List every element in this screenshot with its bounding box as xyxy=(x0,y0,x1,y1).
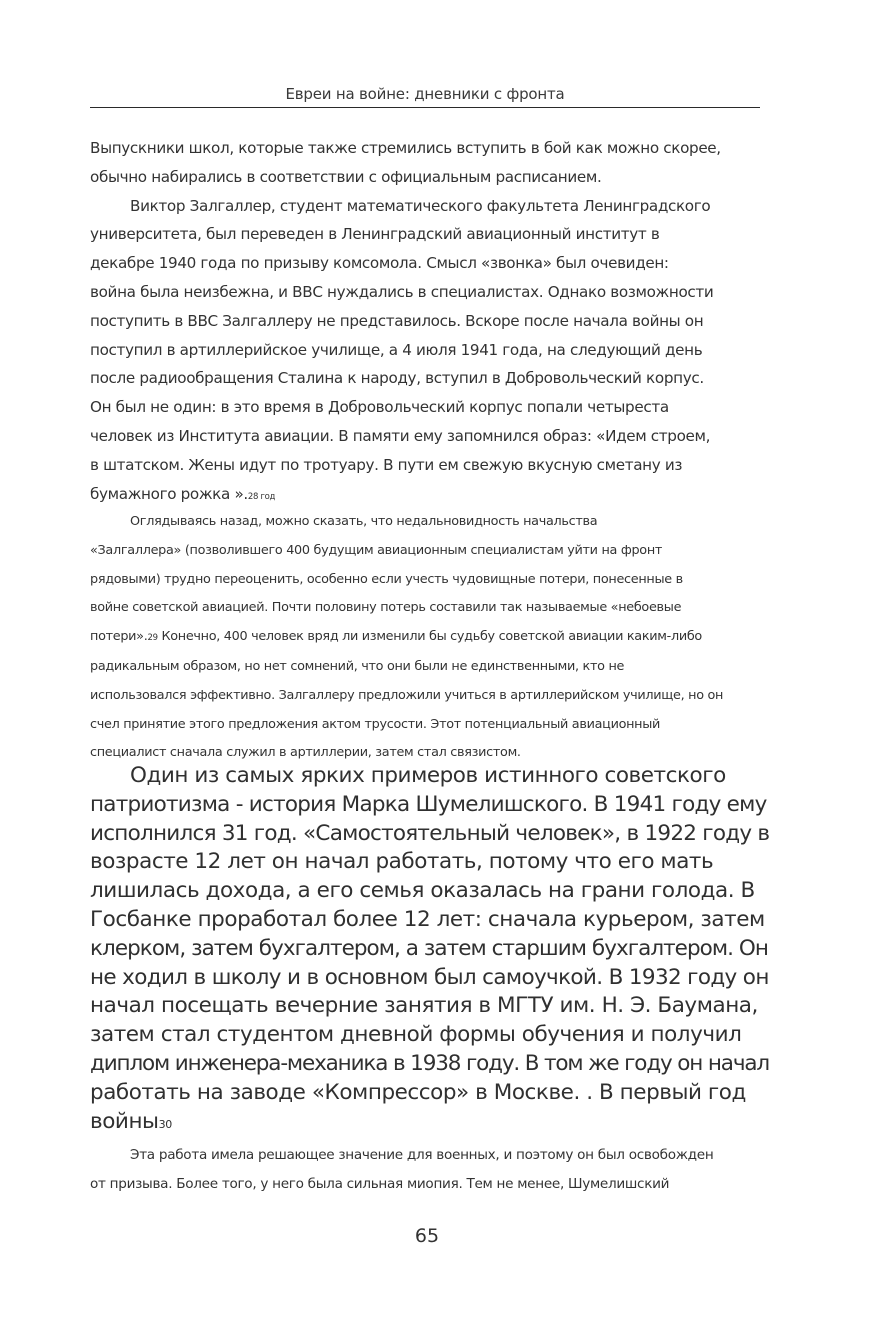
text-line: Оглядываясь назад, можно сказать, что недальновидность начальства xyxy=(130,514,598,529)
text-line: Выпускники школ, которые также стремились вступить в бой как можно скорее, xyxy=(90,139,721,157)
paragraph-graduates xyxy=(90,134,770,511)
text-line: не ходил в школу и в основном был самоучкой. В 1932 году он xyxy=(90,964,769,990)
text-line: использовался эффективно. Залгаллеру предложили учиться в артиллерийском училище, но он xyxy=(90,687,724,703)
text-line: радикальным образом, но нет сомнений, что они были не единственными, кто не xyxy=(90,658,625,674)
text-line: Один из самых ярких примеров истинного советского xyxy=(130,763,726,788)
text-line: лишилась дохода, а его семья оказалась на грани голода. В xyxy=(90,878,755,904)
text-line: патриотизма - история Марка Шумелишского. В 1941 году ему xyxy=(90,791,767,817)
text-line: человек из Института авиации. В памяти ему запомнился образ: «Идем строем, xyxy=(90,426,711,445)
text-line: рядовыми) трудно переоценить, особенно если учесть чудовищные потери, понесенные в xyxy=(90,571,683,587)
text-fragment: войны xyxy=(90,1108,159,1134)
text-line: войне советской авиацией. Почти половину потерь составили так называемые «небоевые xyxy=(90,600,682,616)
text-line: университета, был переведен в Ленинградский авиационный институт в xyxy=(90,225,660,244)
text-line-with-footnote xyxy=(90,480,770,512)
text-line: исполнился 31 год. «Самостоятельный человек», в 1922 году в xyxy=(90,820,770,846)
text-line: декабре 1940 года по призыву комсомола. Смысл «звонка» был очевиден: xyxy=(90,254,669,273)
footnote-marker-28: 28 год xyxy=(247,491,276,502)
text-line-with-footnote xyxy=(90,1108,770,1140)
running-header: Евреи на войне: дневники с фронта xyxy=(285,85,565,103)
text-line: Эта работа имела решающее значение для военных, и поэтому он был освобожден xyxy=(130,1147,714,1163)
paragraph-exemption xyxy=(90,1141,770,1199)
text-line: работать на заводе «Компрессор» в Москве. . В первый год xyxy=(90,1079,746,1105)
text-line: Виктор Залгаллер, студент математического факультета Ленинградского xyxy=(130,196,711,215)
footnote-marker-30: 30 xyxy=(158,1117,172,1131)
text-line: в штатском. Жены идут по тротуару. В пути ем свежую вкусную сметану из xyxy=(90,455,683,474)
text-line: Он был не один: в это время в Добровольческий корпус попали четыреста xyxy=(90,398,669,417)
text-fragment: потери». xyxy=(90,629,148,645)
header-rule xyxy=(90,107,760,108)
text-fragment: бумажного рожка ». xyxy=(90,484,248,503)
text-fragment: Конечно, 400 человек вряд ли изменили бы судьбу советской авиации каким-либо xyxy=(157,629,702,645)
paragraph-hindsight xyxy=(90,508,770,768)
footnote-marker-29: 29 xyxy=(147,633,158,644)
text-line: обычно набирались в соответствии с официальным расписанием. xyxy=(90,167,602,186)
page-number: 65 xyxy=(414,1225,440,1247)
text-line: начал посещать вечерние занятия в МГТУ им. Н. Э. Баумана, xyxy=(90,993,758,1019)
text-line: диплом инженера-механика в 1938 году. В том же году он начал xyxy=(90,1050,769,1076)
text-line: после радиообращения Сталина к народу, вступил в Добровольческий корпус. xyxy=(90,369,704,388)
text-line: счел принятие этого предложения актом трусости. Этот потенциальный авиационный xyxy=(90,716,661,732)
text-line: война была неизбежна, и ВВС нуждались в специалистах. Однако возможности xyxy=(90,282,714,301)
text-line: от призыва. Более того, у него была сильная миопия. Тем не менее, Шумелишский xyxy=(90,1176,670,1192)
text-line: поступил в артиллерийское училище, а 4 июля 1941 года, на следующий день xyxy=(90,340,703,359)
text-line: возрасте 12 лет он начал работать, потому что его мать xyxy=(90,849,714,875)
text-line: затем стал студентом дневной формы обучения и получил xyxy=(90,1022,742,1048)
text-line: специалист сначала служил в артиллерии, затем стал связистом. xyxy=(90,745,521,761)
text-line: «Залгаллера» (позволившего 400 будущим авиационным специалистам уйти на фронт xyxy=(90,542,663,558)
text-line: Госбанке проработал более 12 лет: сначала курьером, затем xyxy=(90,906,765,932)
text-line: клерком, затем бухгалтером, а затем старшим бухгалтером. Он xyxy=(90,935,768,961)
text-line: поступить в ВВС Залгаллеру не представилось. Вскоре после начала войны он xyxy=(90,311,704,330)
text-line-with-footnote xyxy=(90,623,770,653)
paragraph-shumelishsky xyxy=(90,762,770,1139)
